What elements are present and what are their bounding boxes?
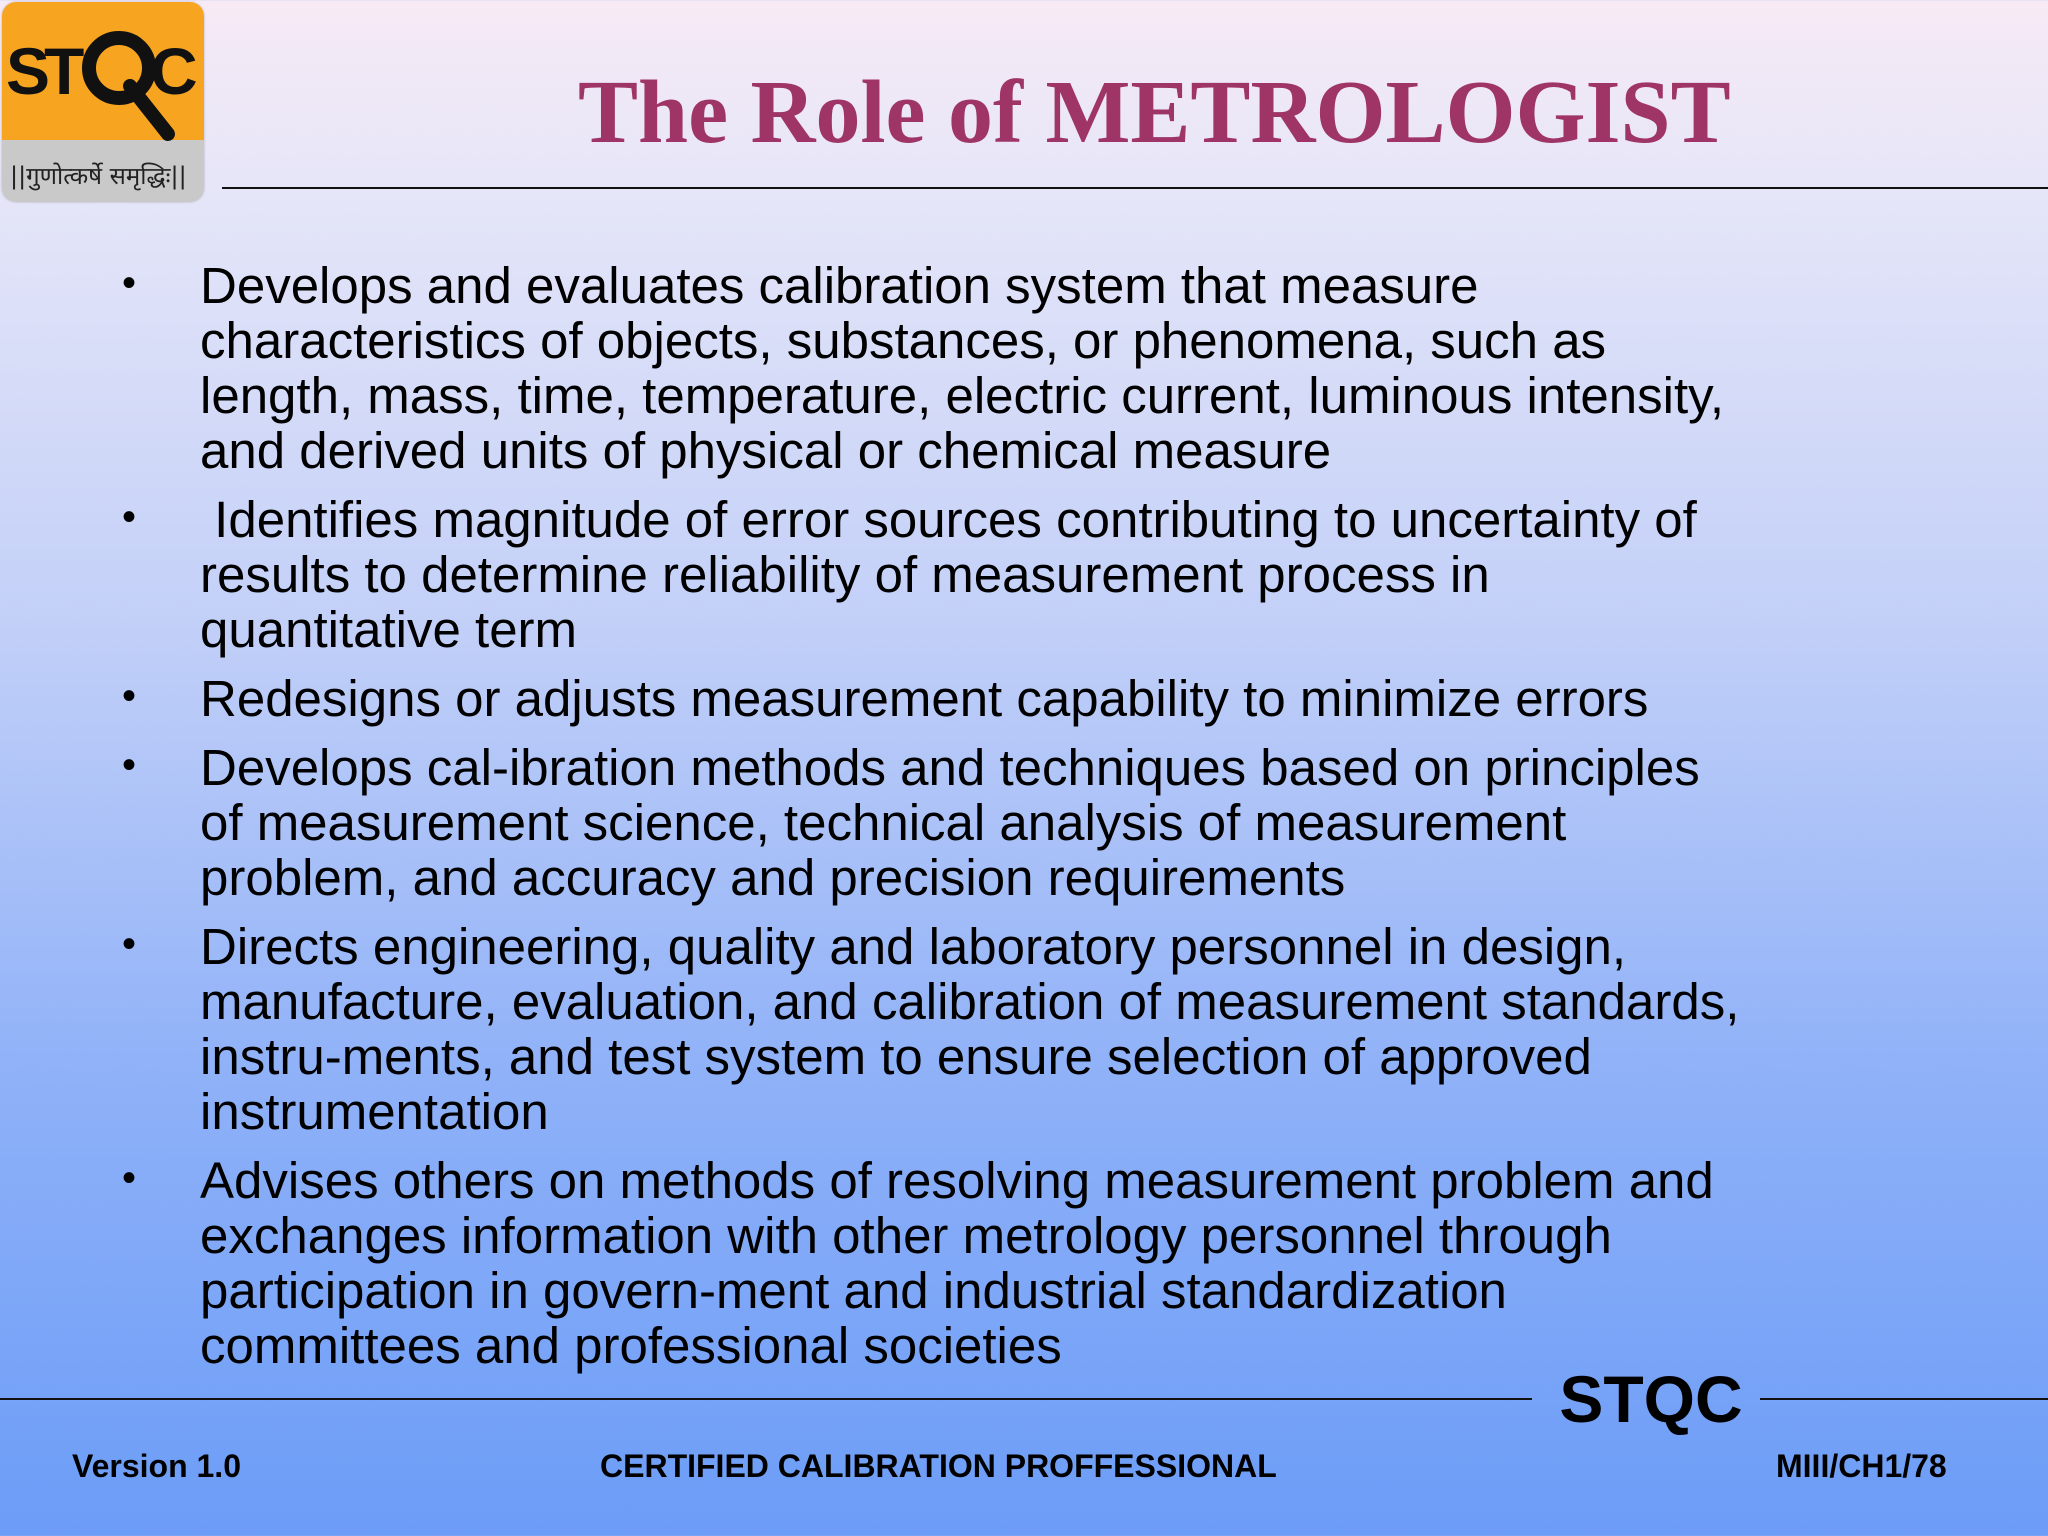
footer-divider-right	[1760, 1398, 2048, 1400]
bullet-marker: •	[122, 1156, 137, 1200]
footer-version: Version 1.0	[72, 1448, 241, 1484]
footer-divider-left	[0, 1398, 1532, 1400]
stqc-logo-graphic	[2, 2, 204, 202]
logo-st: ST	[6, 34, 79, 108]
bullet-line: and derived units of physical or chemical measure	[200, 422, 1332, 479]
bullet-item	[120, 258, 2000, 478]
footer-page-number: MIII/CH1/78	[1776, 1448, 1947, 1484]
bullet-line: instrumentation	[200, 1083, 549, 1140]
bullet-line: characteristics of objects, substances, or phenomena, such as	[200, 312, 1607, 369]
bullet-line: manufacture, evaluation, and calibration of measurement standards,	[200, 973, 1740, 1030]
bullet-item	[120, 1153, 2000, 1373]
bullet-item	[120, 740, 2000, 905]
bullet-line: Identifies magnitude of error sources contributing to uncertainty of	[200, 491, 1697, 548]
bullet-marker: •	[122, 261, 137, 305]
bullet-marker: •	[122, 922, 137, 966]
bullet-marker: •	[122, 674, 137, 718]
bullet-line: of measurement science, technical analysis of measurement	[200, 794, 1567, 851]
logo-c: C	[150, 34, 192, 108]
bullet-item	[120, 919, 2000, 1139]
title-divider	[222, 187, 2048, 189]
bullet-line: problem, and accuracy and precision requirements	[200, 849, 1346, 906]
bullet-marker: •	[122, 495, 137, 539]
bullet-line: length, mass, time, temperature, electric current, luminous intensity,	[200, 367, 1724, 424]
bullet-line: Develops cal-ibration methods and techniques based on principles	[200, 739, 1700, 796]
logo-motto: ||गुणोत्कर्षे समृद्धिः||	[10, 162, 187, 190]
bullet-line: results to determine reliability of measurement process in	[200, 546, 1490, 603]
bullet-item	[120, 671, 2000, 726]
footer-brand: STQC	[1559, 1362, 1743, 1436]
bullet-item	[120, 492, 2000, 657]
bullet-marker: •	[122, 743, 137, 787]
stqc-logo	[2, 2, 204, 202]
bullet-line: committees and professional societies	[200, 1317, 1062, 1374]
bullet-list	[120, 258, 2000, 1387]
bullet-line: participation in govern-ment and industrial standardization	[200, 1262, 1507, 1319]
bullet-line: quantitative term	[200, 601, 578, 658]
footer-course-title: CERTIFIED CALIBRATION PROFFESSIONAL	[600, 1448, 1277, 1484]
bullet-line: Directs engineering, quality and laboratory personnel in design,	[200, 918, 1627, 975]
bullet-line: instru-ments, and test system to ensure selection of approved	[200, 1028, 1592, 1085]
bullet-line: exchanges information with other metrology personnel through	[200, 1207, 1612, 1264]
bullet-line: Develops and evaluates calibration system that measure	[200, 257, 1479, 314]
bullet-line: Advises others on methods of resolving measurement problem and	[200, 1152, 1714, 1209]
slide-title: The Role of METROLOGIST	[578, 63, 1731, 162]
bullet-line: Redesigns or adjusts measurement capability to minimize errors	[200, 670, 1649, 727]
